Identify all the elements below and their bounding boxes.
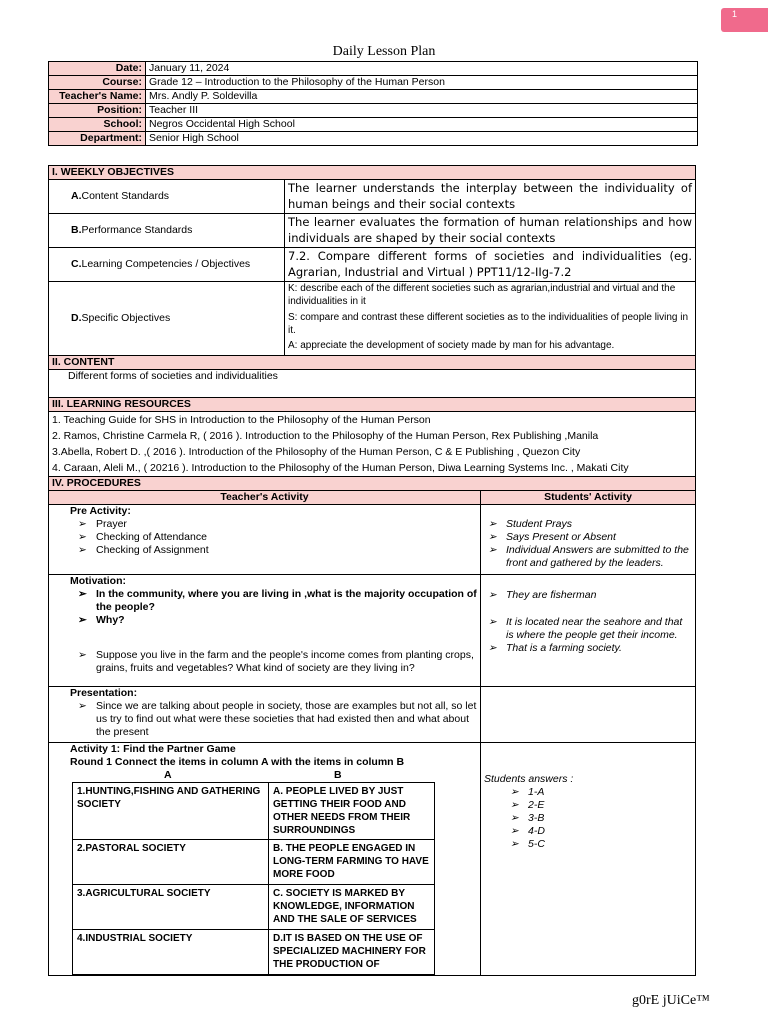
students-answers-label: Students answers : (484, 773, 574, 785)
activity-students (481, 743, 696, 976)
objective-d-label (49, 282, 285, 356)
activity-teacher (49, 743, 481, 976)
motivation-question: Suppose you live in the farm and the people's income comes from planting crops, grains, fruits and vegetables? What kind of society are they living in? (96, 649, 474, 674)
content-cell (49, 370, 696, 398)
answer-text: 2-E (528, 799, 545, 811)
list-item-text: Checking of Attendance (96, 531, 207, 543)
answer-text: 5-C (528, 838, 545, 850)
list-item (484, 642, 692, 655)
motivation-label: Motivation: (70, 575, 126, 587)
answer-text: 4-D (528, 825, 545, 837)
section-content: II. CONTENT (49, 356, 696, 370)
list-item (484, 589, 692, 602)
arrow-bullet-icon: ➢ (78, 588, 87, 600)
header-label: Position: (49, 104, 146, 118)
header-row-date (49, 62, 698, 76)
objective-c-letter: C. (71, 258, 82, 270)
arrow-bullet-icon: ➢ (488, 531, 497, 543)
list-item (484, 544, 692, 570)
list-item (506, 812, 692, 825)
list-item (484, 531, 692, 544)
list-item-text: Prayer (96, 518, 127, 530)
arrow-bullet-icon: ➢ (488, 589, 497, 601)
resources-cell (49, 412, 696, 477)
table-row (73, 885, 435, 930)
section-weekly-objectives: I. WEEKLY OBJECTIVES (49, 166, 696, 180)
footer-watermark: g0rE jUiCe™ (632, 993, 710, 1008)
students-activity-header: Students' Activity (481, 491, 696, 505)
content-standards-text: The learner understands the interplay between the individuality of human beings and their social contexts (285, 180, 696, 214)
table-row (73, 783, 435, 840)
answer-text: 3-B (528, 812, 545, 824)
column-a-item: 1.HUNTING,FISHING AND GATHERING SOCIETY (73, 783, 269, 840)
header-label: School: (49, 118, 146, 132)
objective-knowledge: K: describe each of the different societies such as agrarian,industrial and virtual and the individualities in it (288, 283, 676, 307)
arrow-bullet-icon: ➢ (510, 786, 519, 798)
lesson-plan-table (48, 165, 696, 976)
column-a-item: 3.AGRICULTURAL SOCIETY (73, 885, 269, 930)
matching-table (72, 782, 435, 975)
header-row-position (49, 104, 698, 118)
column-a-item: 4.INDUSTRIAL SOCIETY (73, 930, 269, 975)
arrow-bullet-icon: ➢ (510, 838, 519, 850)
resource-item: 4. Caraan, Aleli M., ( 20216 ). Introduction to the Philosophy of the Human Person, Diwa Learning Systems Inc. , Makati City (52, 462, 629, 474)
pre-activity-students (481, 505, 696, 575)
arrow-bullet-icon: ➢ (78, 518, 87, 530)
list-item-text: Checking of Assignment (96, 544, 209, 556)
header-info-table (48, 61, 698, 146)
list-item (74, 588, 477, 614)
list-item (74, 700, 477, 739)
header-value: January 11, 2024 (146, 62, 698, 76)
answer-text: 1-A (528, 786, 545, 798)
list-item (74, 518, 477, 531)
motivation-question: Why? (96, 614, 125, 626)
list-item-text: That is a farming society. (506, 642, 622, 654)
header-label: Teacher's Name: (49, 90, 146, 104)
objective-a-letter: A. (71, 190, 82, 202)
activity-title: Activity 1: Find the Partner Game (70, 743, 236, 755)
pre-activity-label: Pre Activity: (70, 505, 131, 517)
column-b-item: B. THE PEOPLE ENGAGED IN LONG-TERM FARMING TO HAVE MORE FOOD (269, 840, 435, 885)
arrow-bullet-icon: ➢ (488, 616, 497, 628)
objective-b-letter: B. (71, 224, 82, 236)
column-a-header: A (164, 769, 172, 781)
list-item-text: It is located near the seahore and that is where the people get their income. (506, 616, 683, 641)
motivation-question: In the community, where you are living in ,what is the majority occupation of the people? (96, 588, 477, 613)
list-item (74, 649, 477, 675)
specific-objectives-cell (285, 282, 696, 356)
objective-c-label (49, 248, 285, 282)
performance-standards-text: The learner evaluates the formation of human relationships and how individuals are shaped by their social contexts (285, 214, 696, 248)
list-item (506, 799, 692, 812)
objective-attitude: A: appreciate the development of society made by man for his advantage. (288, 340, 615, 351)
list-item (484, 518, 692, 531)
header-row-teacher (49, 90, 698, 104)
list-item (74, 544, 477, 557)
header-label: Department: (49, 132, 146, 146)
list-item (74, 614, 477, 627)
list-item-text: Individual Answers are submitted to the front and gathered by the leaders. (506, 544, 689, 569)
resource-item: 1. Teaching Guide for SHS in Introduction to the Philosophy of the Human Person (52, 414, 431, 426)
teacher-activity-header: Teacher's Activity (49, 491, 481, 505)
objective-skill: S: compare and contrast these different societies as to the individualities of people living in it. (288, 312, 689, 336)
arrow-bullet-icon: ➢ (488, 518, 497, 530)
resource-item: 3.Abella, Robert D. ,( 2016 ). Introduction of the Philosophy of the Human Person, C & E Publishing , Quezon City (52, 446, 581, 458)
header-row-department (49, 132, 698, 146)
motivation-teacher (49, 575, 481, 687)
header-row-course (49, 76, 698, 90)
arrow-bullet-icon: ➢ (510, 825, 519, 837)
objective-d-letter: D. (71, 312, 82, 324)
arrow-bullet-icon: ➢ (510, 799, 519, 811)
objective-d-title: Specific Objectives (81, 312, 171, 324)
header-value: Mrs. Andly P. Soldevilla (146, 90, 698, 104)
arrow-bullet-icon: ➢ (78, 614, 87, 626)
arrow-bullet-icon: ➢ (510, 812, 519, 824)
learning-competencies-text: 7.2. Compare different forms of societies and individualities (eg. Agrarian, Industrial and Virtual ) PPT11/12-IIg-7.2 (285, 248, 696, 282)
motivation-students (481, 575, 696, 687)
column-b-item: C. SOCIETY IS MARKED BY KNOWLEDGE, INFORMATION AND THE SALE OF SERVICES (269, 885, 435, 930)
objective-b-label (49, 214, 285, 248)
arrow-bullet-icon: ➢ (488, 544, 497, 556)
header-value: Teacher III (146, 104, 698, 118)
document-title: Daily Lesson Plan (332, 44, 436, 59)
arrow-bullet-icon: ➢ (78, 531, 87, 543)
activity-round: Round 1 Connect the items in column A with the items in column B (70, 756, 405, 768)
column-a-item: 2.PASTORAL SOCIETY (73, 840, 269, 885)
header-value: Grade 12 – Introduction to the Philosophy of the Human Person (146, 76, 698, 90)
header-label: Course: (49, 76, 146, 90)
column-b-item: D.IT IS BASED ON THE USE OF SPECIALIZED MACHINERY FOR THE PRODUCTION OF (269, 930, 435, 975)
list-item (506, 786, 692, 799)
section-learning-resources: III. LEARNING RESOURCES (49, 398, 696, 412)
list-item (484, 616, 692, 642)
header-value: Negros Occidental High School (146, 118, 698, 132)
presentation-text: Since we are talking about people in society, those are examples but not all, so let us try to find out what were these societies that had existed then and what about the present (96, 700, 477, 738)
arrow-bullet-icon: ➢ (488, 642, 497, 654)
page-number: 1 (732, 9, 738, 19)
column-headers (52, 769, 477, 782)
arrow-bullet-icon: ➢ (78, 544, 87, 556)
header-row-school (49, 118, 698, 132)
arrow-bullet-icon: ➢ (78, 649, 87, 661)
table-row (73, 840, 435, 885)
page-number-badge (721, 8, 768, 32)
resource-item: 2. Ramos, Christine Carmela R, ( 2016 ). Introduction to the Philosophy of the Human Person, Rex Publishing ,Manila (52, 430, 599, 442)
list-item (506, 838, 692, 851)
content-text: Different forms of societies and individualities (68, 370, 278, 382)
objective-a-label (49, 180, 285, 214)
pre-activity-teacher (49, 505, 481, 575)
column-b-header: B (334, 769, 342, 781)
column-b-item: A. PEOPLE LIVED BY JUST GETTING THEIR FOOD AND OTHER NEEDS FROM THEIR SURROUNDINGS (269, 783, 435, 840)
list-item-text: They are fisherman (506, 589, 597, 601)
list-item-text: Says Present or Absent (506, 531, 616, 543)
list-item (74, 531, 477, 544)
objective-a-title: Content Standards (81, 190, 170, 202)
arrow-bullet-icon: ➢ (78, 700, 87, 712)
list-item (506, 825, 692, 838)
table-row (73, 930, 435, 975)
list-item-text: Student Prays (506, 518, 572, 530)
presentation-students (481, 687, 696, 743)
header-label: Date: (49, 62, 146, 76)
objective-b-title: Performance Standards (81, 224, 193, 236)
section-procedures: IV. PROCEDURES (49, 477, 696, 491)
objective-c-title: Learning Competencies / Objectives (81, 258, 251, 270)
header-value: Senior High School (146, 132, 698, 146)
presentation-teacher (49, 687, 481, 743)
presentation-label: Presentation: (70, 687, 138, 699)
